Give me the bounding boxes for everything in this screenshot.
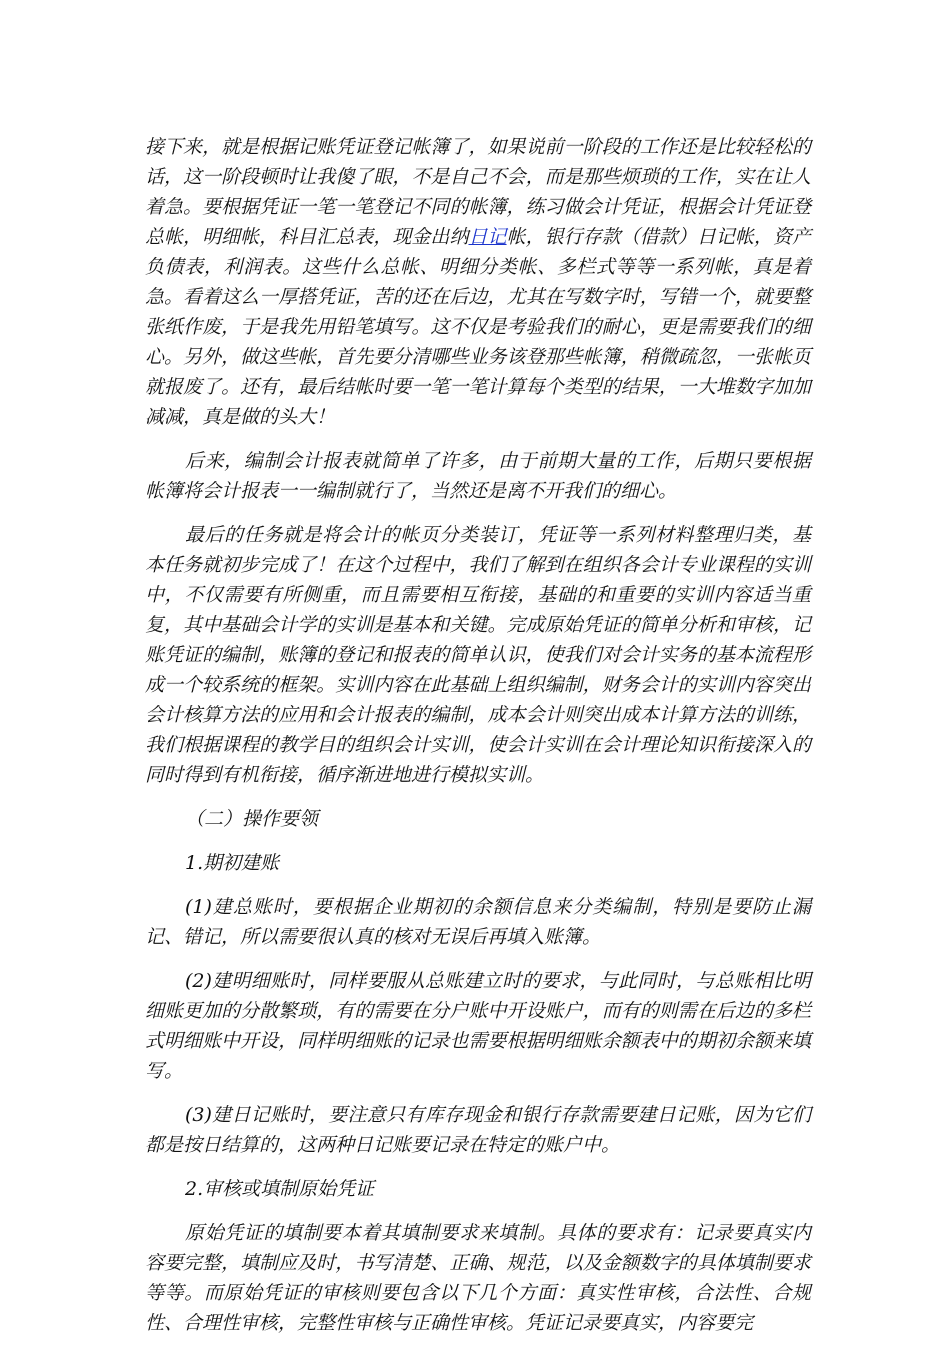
paragraph-voucher-requirements: 原始凭证的填制要本着其填制要求来填制。具体的要求有：记录要真实内容要完整，填制应及时，书写清楚、正确、规范，以及金额数字的具体填制要求等等。而原始凭证的审核则要包含以下几个方面：真实性审核，合法性、合规性、合理性审核，完整性审核与正确性审核。凭证记录要真实，内容要完 xyxy=(145,1222,811,1334)
paragraph-journal: (3)建日记账时，要注意只有库存现金和银行存款需要建日记账，因为它们都是按日结算的，这两种日记账要记录在特定的账户中。 xyxy=(145,1104,811,1156)
paragraph-ledger-posting xyxy=(145,132,811,432)
subheading-opening-accounts: 1.期初建账 xyxy=(185,852,280,874)
paragraph-text: 帐，银行存款（借款）日记帐，资产负债表，利润表。这些什么总帐、明细分类帐、多栏式等等一系列帐，真是着急。看着这么一厚搭凭证，苦的还在后边，尤其在写数字时，写错一个，就要整张纸作废，于是我先用铅笔填写。这不仅是考验我们的耐心，更是需要我们的细心。另外，做这些帐，首先要分清哪些业务该登那些帐簿，稍微疏忽，一张帐页就报废了。还有，最后结帐时要一笔一笔计算每个类型的结果，一大堆数字加加减减，真是做的头大！ xyxy=(145,226,811,428)
paragraph-subsidiary-ledger: (2)建明细账时，同样要服从总账建立时的要求，与此同时，与总账相比明细账更加的分散繁琐，有的需要在分户账中开设账户，而有的则需在后边的多栏式明细账中开设，同样明细账的记录也需要根据明细账余额表中的期初余额来填写。 xyxy=(145,970,811,1082)
document-page xyxy=(145,132,811,1352)
journal-link[interactable]: 日记 xyxy=(468,226,507,248)
subheading-original-vouchers: 2.审核或填制原始凭证 xyxy=(185,1178,375,1200)
section-heading-operation: （二）操作要领 xyxy=(185,808,319,830)
paragraph-text: 接下来，就是根据记账凭证登记帐簿了，如果说前一阶段的工作还是比较轻松的话，这一阶段顿时让我傻了眼，不是自己不会，而是那些烦琐的工作，实在让人着急。要根据凭证一笔一笔登记不同的帐簿，练习做会计凭证，根据会计凭证登总帐，明细帐，科目汇总表，现金出纳 xyxy=(145,136,811,248)
paragraph-binding: 最后的任务就是将会计的帐页分类装订，凭证等一系列材料整理归类，基本任务就初步完成了！在这个过程中，我们了解到在组织各会计专业课程的实训中，不仅需要有所侧重，而且需要相互衔接，基础的和重要的实训内容适当重复，其中基础会计学的实训是基本和关键。完成原始凭证的简单分析和审核，记账凭证的编制，账簿的登记和报表的简单认识，使我们对会计实务的基本流程形成一个较系统的框架。实训内容在此基础上组织编制，财务会计的实训内容突出会计核算方法的应用和会计报表的编制，成本会计则突出成本计算方法的训练，我们根据课程的教学目的组织会计实训，使会计实训在会计理论知识衔接深入的同时得到有机衔接，循序渐进地进行模拟实训。 xyxy=(145,524,811,786)
paragraph-reports: 后来，编制会计报表就简单了许多，由于前期大量的工作，后期只要根据帐簿将会计报表一一编制就行了，当然还是离不开我们的细心。 xyxy=(145,450,811,502)
paragraph-general-ledger: (1)建总账时，要根据企业期初的余额信息来分类编制，特别是要防止漏记、错记，所以需要很认真的核对无误后再填入账簿。 xyxy=(145,896,811,948)
